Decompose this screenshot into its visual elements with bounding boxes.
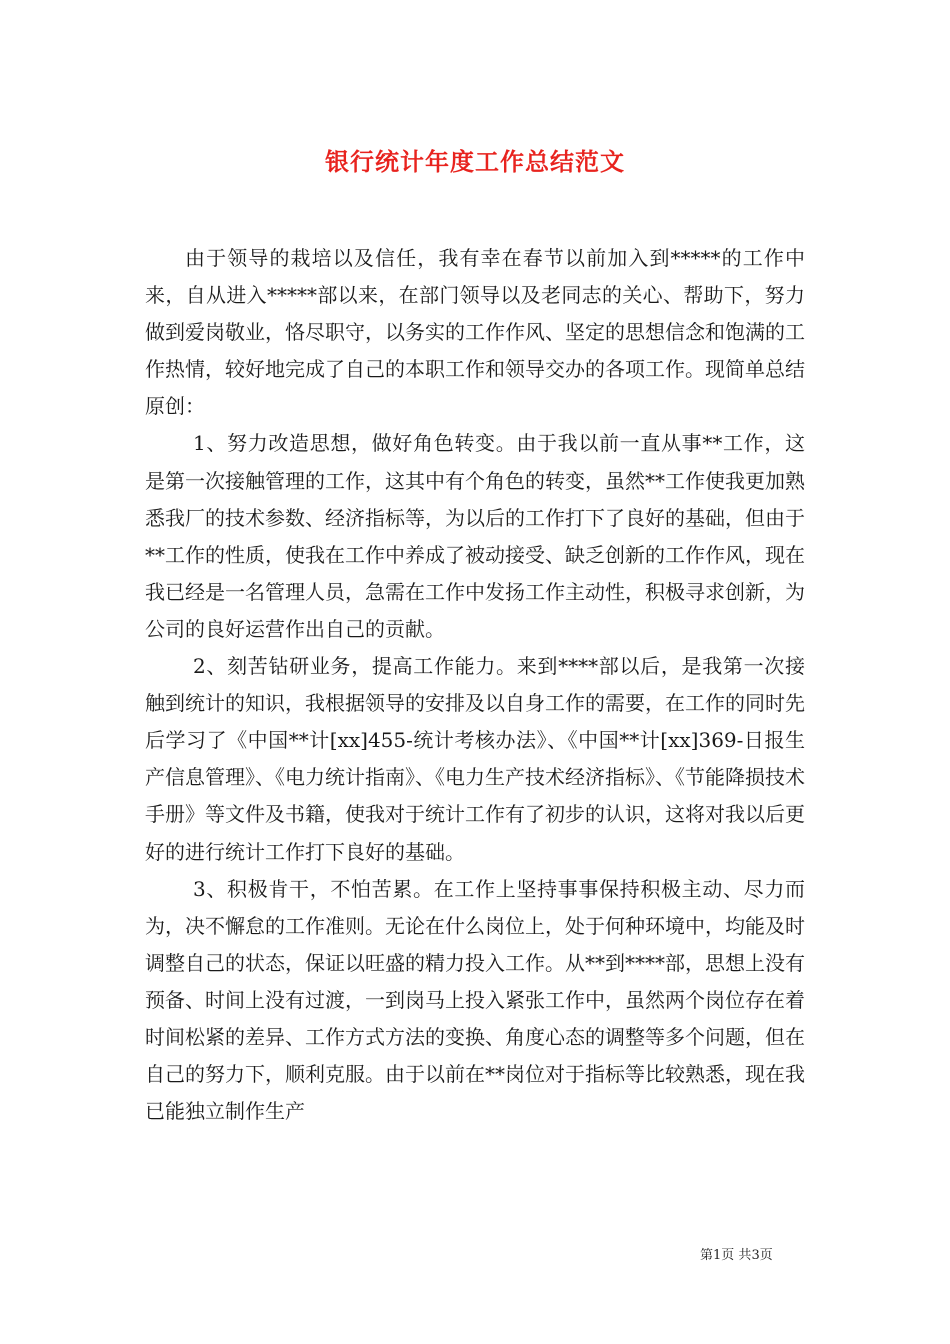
footer-prefix: 第 — [700, 1248, 714, 1263]
document-body — [145, 240, 805, 1130]
page-number-footer — [700, 1247, 810, 1265]
footer-current-page: 1 — [713, 1248, 722, 1263]
footer-suffix: 页 — [759, 1248, 773, 1263]
footer-middle: 页 共 — [721, 1248, 752, 1263]
paragraph-item-1: 1、努力改造思想，做好角色转变。由于我以前一直从事**工作，这是第一次接触管理的工作，这其中有个角色的转变，虽然**工作使我更加熟悉我厂的技术参数、经济指标等，为以后的工作打下了良好的基础，但由于**工作的性质，使我在工作中养成了被动接受、缺乏创新的工作作风，现在我已经是一名管理人员，急需在工作中发扬工作主动性，积极寻求创新，为公司的良好运营作出自己的贡献。 — [145, 431, 805, 641]
paragraph-item-2: 2、刻苦钻研业务，提高工作能力。来到****部以后，是我第一次接触到统计的知识，我根据领导的安排及以自身工作的需要，在工作的同时先后学习了《中国**计[xx]455-统计考核办法》、《中国**计[xx]369-日报生产信息管理》、《电力统计指南》、《电力生产技术经济指标》、《节能降损技术手册》等文件及书籍，使我对于统计工作有了初步的认识，这将对我以后更好的进行统计工作打下良好的基础。 — [145, 654, 805, 864]
paragraph-item-3: 3、积极肯干，不怕苦累。在工作上坚持事事保持积极主动、尽力而为，决不懈怠的工作准则。无论在什么岗位上，处于何种环境中，均能及时调整自己的状态，保证以旺盛的精力投入工作。从**到****部，思想上没有预备、时间上没有过渡，一到岗马上投入紧张工作中，虽然两个岗位存在着时间松紧的差异、工作方式方法的变换、角度心态的调整等多个问题，但在自己的努力下，顺利克服。由于以前在**岗位对于指标等比较熟悉，现在我已能独立制作生产 — [145, 876, 805, 1124]
document-title: 银行统计年度工作总结范文 — [325, 147, 625, 177]
paragraph-intro: 由于领导的栽培以及信任，我有幸在春节以前加入到*****的工作中来，自从进入*****部以来，在部门领导以及老同志的关心、帮助下，努力做到爱岗敬业，恪尽职守，以务实的工作作风、坚定的思想信念和饱满的工作热情，较好地完成了自己的本职工作和领导交办的各项工作。现简单总结原创： — [145, 246, 805, 419]
footer-total-pages: 3 — [751, 1248, 760, 1263]
